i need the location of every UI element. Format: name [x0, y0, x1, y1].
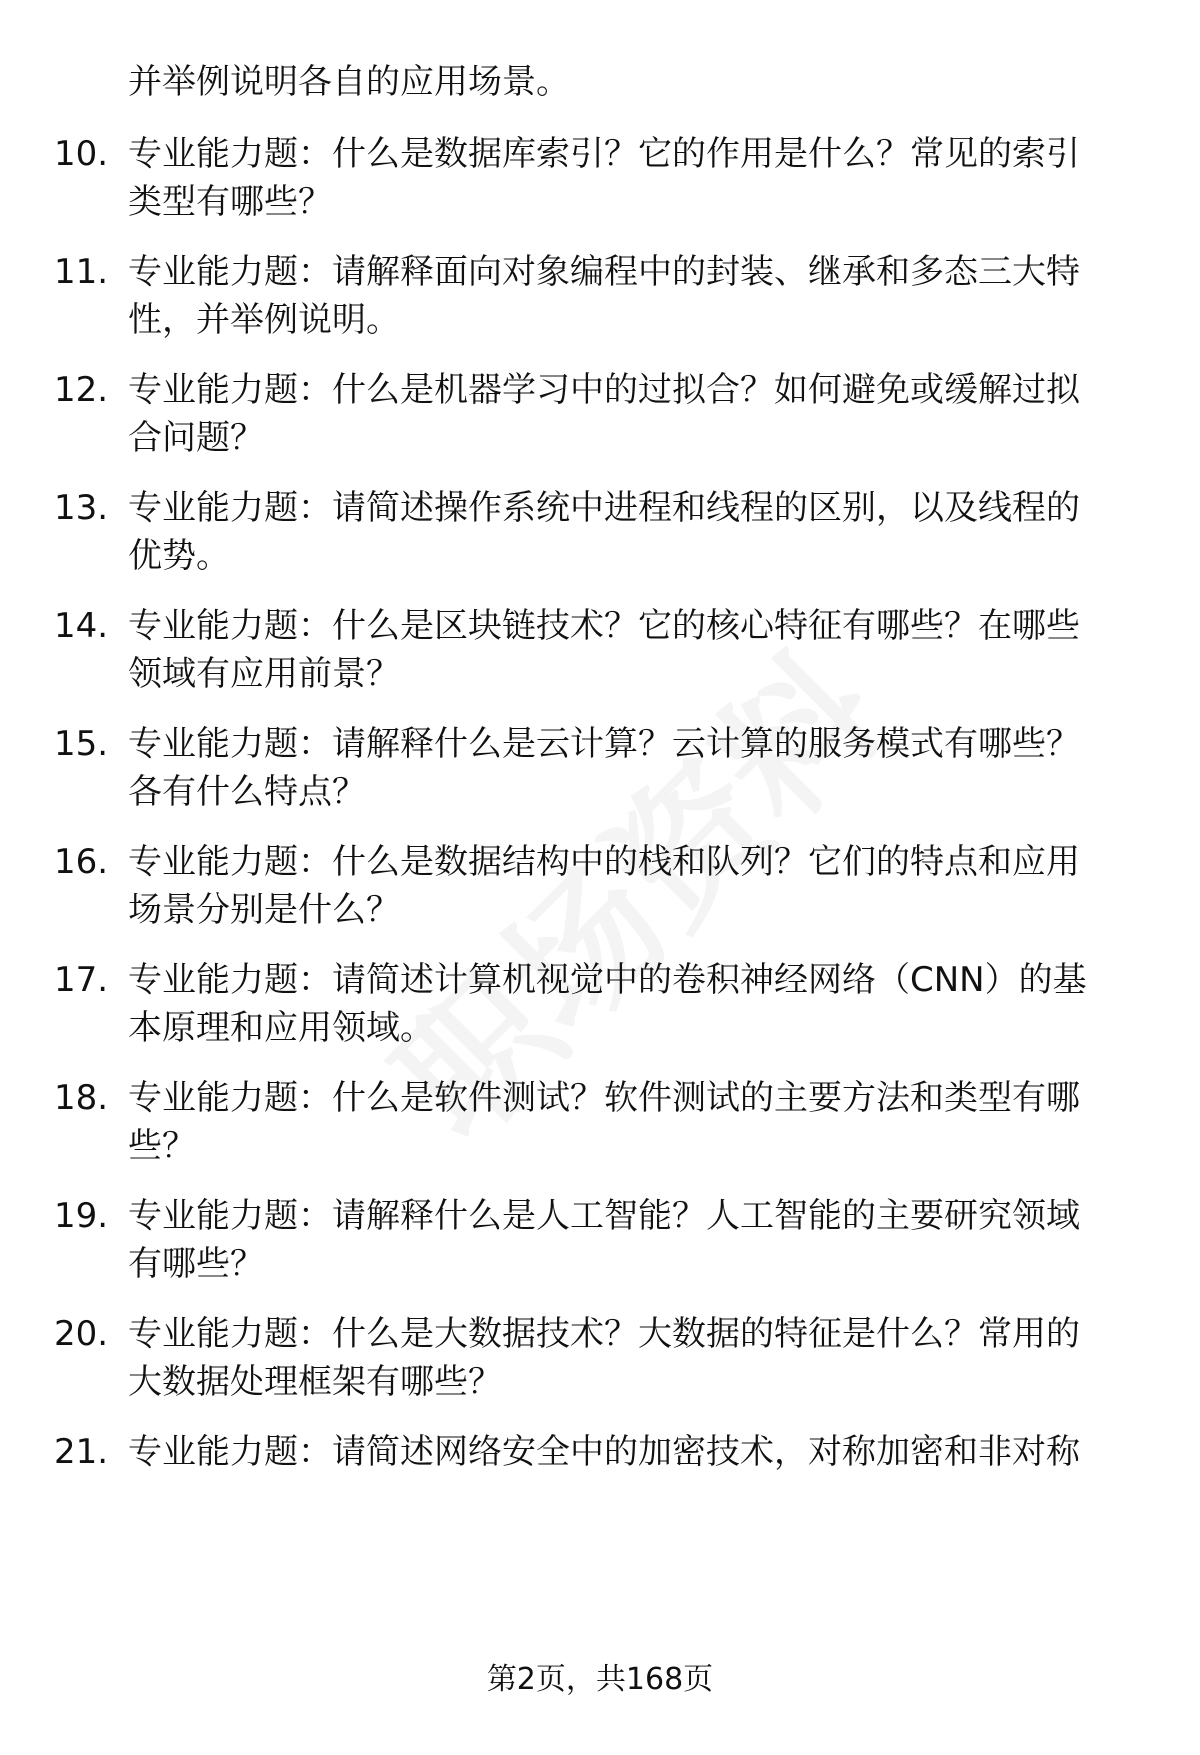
question-number: 10. [54, 134, 109, 174]
question-line: 专业能力题：什么是大数据技术？大数据的特征是什么？常用的 [128, 1314, 1080, 1354]
question-text [128, 602, 1148, 698]
question-text [128, 838, 1148, 934]
question-number: 15. [54, 724, 109, 764]
question-line: 专业能力题：请解释什么是人工智能？人工智能的主要研究领域 [128, 1196, 1080, 1236]
question-line: 专业能力题：请简述操作系统中进程和线程的区别，以及线程的 [128, 488, 1080, 528]
question-number: 20. [54, 1314, 109, 1354]
question-text [128, 130, 1148, 226]
question-line: 有哪些？ [128, 1244, 264, 1284]
question-number: 21. [54, 1432, 109, 1472]
question-number: 16. [54, 842, 109, 882]
question-line: 类型有哪些？ [128, 182, 332, 222]
question-line: 专业能力题：请解释面向对象编程中的封装、继承和多态三大特 [128, 252, 1080, 292]
question-text [128, 366, 1148, 462]
question-text [128, 1074, 1148, 1170]
question-number: 13. [54, 488, 109, 528]
question-line: 大数据处理框架有哪些？ [128, 1362, 502, 1402]
question-number: 19. [54, 1196, 109, 1236]
question-line: 领域有应用前景？ [128, 654, 400, 694]
question-text [128, 956, 1148, 1052]
question-line: 专业能力题：什么是数据库索引？它的作用是什么？常见的索引 [128, 134, 1080, 174]
question-number: 11. [54, 252, 109, 292]
question-line: 合问题？ [128, 418, 264, 458]
question-line: 优势。 [128, 536, 230, 576]
question-number: 17. [54, 960, 109, 1000]
question-line: 专业能力题：什么是区块链技术？它的核心特征有哪些？在哪些 [128, 606, 1080, 646]
question-line: 专业能力题：请解释什么是云计算？云计算的服务模式有哪些？ [128, 724, 1080, 764]
question-line: 些？ [128, 1126, 196, 1166]
question-text [128, 1310, 1148, 1406]
question-text [128, 1192, 1148, 1288]
question-line: 专业能力题：什么是机器学习中的过拟合？如何避免或缓解过拟 [128, 370, 1080, 410]
question-line: 本原理和应用领域。 [128, 1008, 434, 1048]
question-number: 18. [54, 1078, 109, 1118]
question-line: 专业能力题：请简述计算机视觉中的卷积神经网络（CNN）的基 [128, 960, 1087, 1000]
continuation-text: 并举例说明各自的应用场景。 [128, 62, 570, 102]
question-number: 14. [54, 606, 109, 646]
question-line: 专业能力题：什么是软件测试？软件测试的主要方法和类型有哪 [128, 1078, 1080, 1118]
question-text [128, 720, 1148, 816]
question-line: 专业能力题：请简述网络安全中的加密技术，对称加密和非对称 [128, 1432, 1080, 1472]
question-line: 性，并举例说明。 [128, 300, 400, 340]
question-text [128, 248, 1148, 344]
question-line: 场景分别是什么？ [128, 890, 400, 930]
question-text [128, 1428, 1148, 1476]
question-line: 专业能力题：什么是数据结构中的栈和队列？它们的特点和应用 [128, 842, 1080, 882]
question-text [128, 484, 1148, 580]
question-number: 12. [54, 370, 109, 410]
question-line: 各有什么特点？ [128, 772, 366, 812]
page-footer: 第2页，共168页 [486, 1662, 714, 1697]
